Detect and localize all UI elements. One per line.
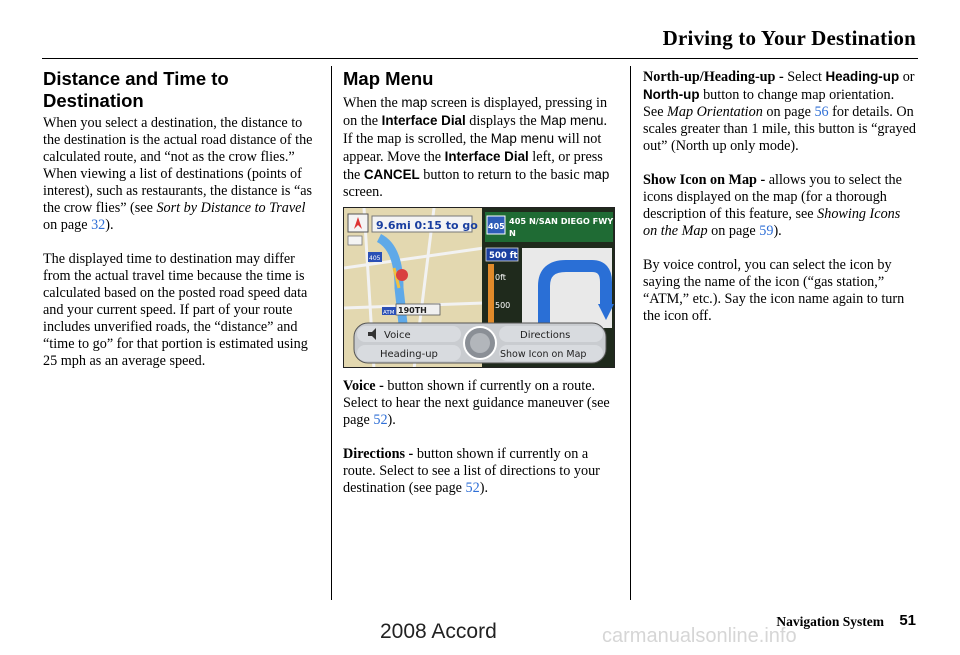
model-watermark: 2008 Accord <box>380 620 497 643</box>
scale-top: 500 ft <box>489 250 518 261</box>
cross-reference: Sort by Distance to Travel <box>156 200 306 216</box>
footer-section-title: Navigation System <box>776 614 884 629</box>
street-label: 190TH <box>398 305 427 315</box>
section-heading-distance-time: Distance and Time to Destination <box>43 68 229 111</box>
map-menu-screenshot <box>343 207 615 368</box>
header-rule <box>42 58 918 59</box>
atm-icon: ATM <box>383 309 395 316</box>
page-link-52[interactable]: 52 <box>465 479 480 496</box>
page-number: 51 <box>899 612 916 629</box>
column-divider <box>630 66 631 600</box>
distance-to-go-label: 9.6mi 0:15 to go <box>376 218 478 232</box>
section-heading-map-menu: Map Menu <box>343 68 434 89</box>
page-link-59[interactable]: 59 <box>759 223 774 239</box>
column-distance-time <box>43 68 323 387</box>
paragraph-time: The displayed time to destination may differ from the actual travel time because the time is calculated based on the posted road speed data and your current speed. If part of your route includes unverified roads, the “distance” and “time to go” for that portion is estimated using 25 mph as an average speed. <box>43 251 308 369</box>
column-map-menu <box>343 68 615 514</box>
paragraph-directions: Directions - button shown if currently on a route. Select to see a list of directions to your destination (see page 52). <box>343 445 600 496</box>
column-options <box>643 68 918 342</box>
menu-heading-up-button: Heading-up <box>380 348 438 360</box>
page-link-56[interactable]: 56 <box>814 104 829 120</box>
freeway-direction: N <box>509 227 516 238</box>
freeway-shield-icon: 405 <box>488 221 505 231</box>
paragraph-voice: Voice - button shown if currently on a route. Select to hear the next guidance maneuver (see page 52). <box>343 377 610 428</box>
freeway-name: 405 N/SAN DIEGO FWY <box>509 215 614 226</box>
paragraph-map-menu: When the map screen is displayed, pressing in on the Interface Dial displays the Map menu. If the map is scrolled, the Map menu will not appear. Move the Interface Dial left, or press the CANCEL button to return to the basic map screen. <box>343 94 610 200</box>
paragraph-voice-control: By voice control, you can select the icon by saying the name of the icon (“gas station,” “ATM,” etc.). Say the icon name again to turn the icon off. <box>643 257 905 324</box>
menu-show-icon-button: Show Icon on Map <box>500 348 587 360</box>
site-watermark: carmanualsonline.info <box>602 625 797 647</box>
page-link-52[interactable]: 52 <box>373 411 388 428</box>
paragraph-north-heading-up: North-up/Heading-up - Select Heading-up or North-up button to change map orientation. See Map Orientation on page 56 for details. On scales greater than 1 mile, this button is “grayed out” (North up only mode). <box>643 69 917 154</box>
column-divider <box>331 66 332 600</box>
svg-text:405: 405 <box>369 254 381 262</box>
menu-voice-button: Voice <box>384 329 411 341</box>
scale-middle: 0ft <box>495 272 506 282</box>
page-title: Driving to Your Destination <box>662 26 916 50</box>
paragraph-show-icon: Show Icon on Map - allows you to select the icons displayed on the map (for a thorough description of this feature, see Showing Icons on the Map on page 59). <box>643 172 902 239</box>
scale-bottom: 500 <box>495 300 511 310</box>
paragraph-distance: When you select a destination, the distance to the destination is the actual road distance of the calculated route, and “not as the crow flies.” When viewing a list of destinations (points of interest), such as restaurants, the distance is “as the crow flies” (see Sort by Distance to Travel on page 32). <box>43 115 313 233</box>
menu-directions-button: Directions <box>520 329 571 341</box>
page-link-32[interactable]: 32 <box>91 217 106 233</box>
